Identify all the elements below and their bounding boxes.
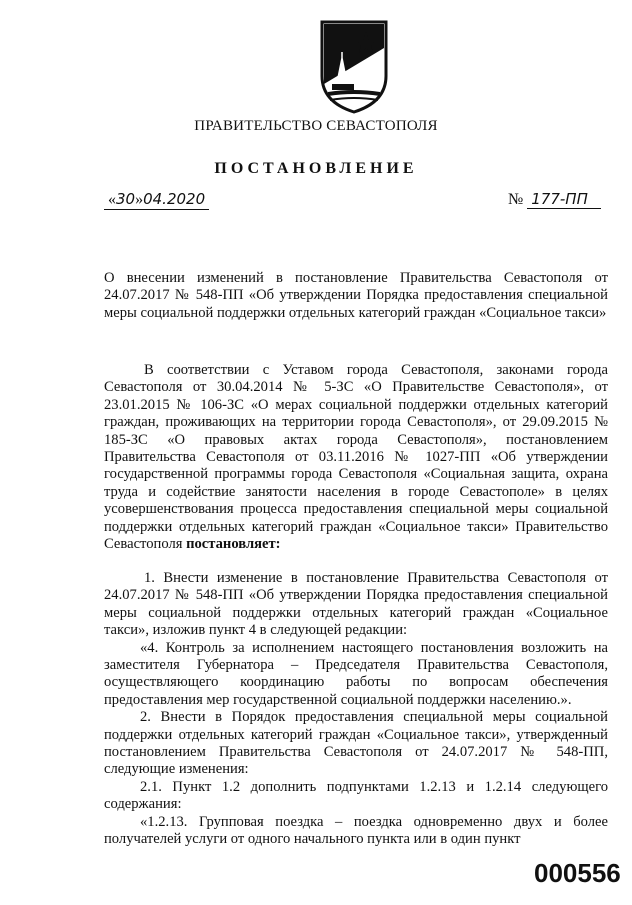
item-2-1: 2.1. Пункт 1.2 дополнить подпунктами 1.2.13 и 1.2.14 следующего содержания: bbox=[104, 778, 608, 813]
preamble-resolves: постановляет: bbox=[186, 536, 281, 553]
item-1-quote: «4. Контроль за исполнением настоящего постановления возложить на заместителя Губернатора – Председателя Правительства Севастополя, осуществляющего координацию работы по вопросам обеспечения предоставления мер государственной социальной поддержки населению.». bbox=[104, 639, 608, 708]
number-sign: № bbox=[508, 191, 524, 208]
subject-text: О внесении изменений в постановление Правительства Севастополя от 24.07.2017 № 548-ПП «Об утверждении Порядка предоставления специальной меры социальной поддержки отдельных категорий граждан «Социальное такси» bbox=[104, 270, 608, 321]
item-1: 1. Внести изменение в постановление Правительства Севастополя от 24.07.2017 № 548-ПП «Об утверждении Порядка предоставления специальной меры социальной поддержки отдельных категорий граждан «Социальное такси», изложив пункт 4 в следующей редакции: bbox=[104, 570, 608, 639]
document-date bbox=[104, 190, 209, 210]
item-2: 2. Внести в Порядок предоставления специальной меры социальной поддержки отдельных категорий граждан «Социальное такси», утвержденный постановлением Правительства Севастополя от 24.07.2017 № 548-ПП, следующие изменения: bbox=[104, 709, 608, 778]
item-2-1-13: «1.2.13. Групповая поездка – поездка одновременно двух и более получателей услуги от одного начального пункта или в один пункт bbox=[104, 813, 608, 848]
date-month-year: 04.2020 bbox=[143, 190, 206, 208]
government-name: ПРАВИТЕЛЬСТВО СЕВАСТОПОЛЯ bbox=[194, 118, 438, 134]
preamble-text: В соответствии с Уставом города Севастополя, законами города Севастополя от 30.04.2014 № 5-ЗС «О Правительстве Севастополя», от 23.01.2015 № 106-ЗС «О мерах социальной поддержки отдельных категорий граждан, проживающих на территории города Севастополя», от 29.09.2015 № 185-ЗС «О правовых актах города Севастополя», постановлением Правительства Севастополя от 03.11.2016 № 1027-ПП «Об утверждении государственной программы города Севастополя «Социальная защита, охрана труда и содействие занятости населения в городе Севастополе» в целях усовершенствования процесса предоставления специальной меры социальной поддержки отдельных категорий граждан «Социальное такси» Правительство Севастополя bbox=[104, 362, 608, 553]
date-day: 30 bbox=[116, 190, 136, 208]
preamble bbox=[104, 362, 608, 553]
document-type: ПОСТАНОВЛЕНИЕ bbox=[214, 160, 418, 177]
date-close-quote: » bbox=[135, 191, 144, 208]
document-number bbox=[508, 190, 601, 209]
preamble-paragraph bbox=[104, 362, 608, 553]
date-open-quote: « bbox=[108, 191, 116, 208]
document-subject bbox=[104, 270, 608, 322]
number-value: 177-ПП bbox=[527, 190, 601, 209]
sevastopol-coat-of-arms bbox=[318, 18, 390, 114]
operative-part bbox=[104, 570, 608, 849]
page-serial-number: 000556 bbox=[534, 858, 621, 888]
